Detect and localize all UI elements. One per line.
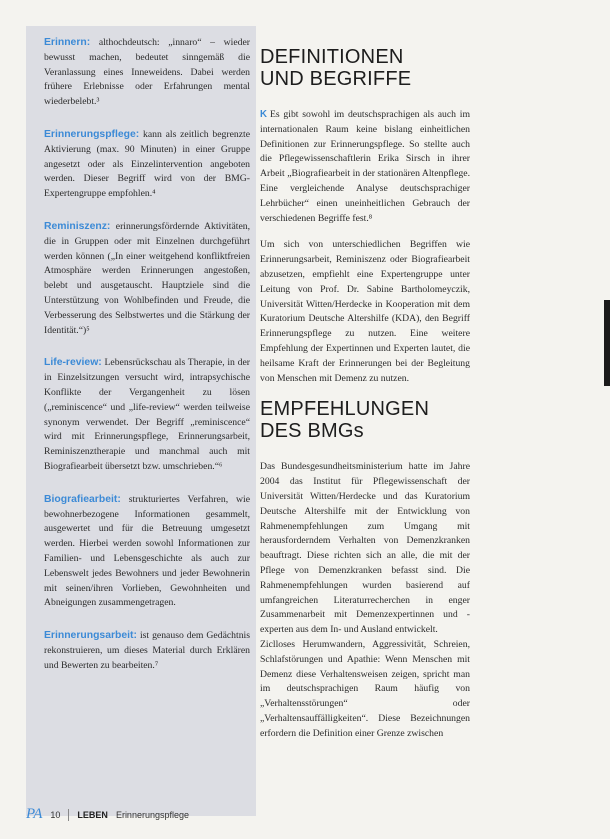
magazine-logo: PA <box>26 806 43 822</box>
section-heading-recommendations <box>260 398 470 442</box>
paragraph <box>260 108 470 226</box>
section-heading-definitions <box>260 46 470 90</box>
heading-line: UND BEGRIFFE <box>260 68 412 90</box>
glossary-text: strukturiertes Verfahren, wie bewohnerbezogene Informationen gesammelt, ausgewertet und für die Betreuung umgesetzt werden. Hierbei werden sowohl Informationen zur Familien- und Lebensgeschichte als auch zur Lebenswelt jedes Bewohners und jeder Bewohnerin mit seinen/ihren Vorlieben, Gewohnheiten und Abneigungen zusammengetragen. <box>44 493 250 609</box>
paragraph: Um sich von unterschiedlichen Begriffen wie Erinnerungsarbeit, Reminiszenz oder Biografiearbeit abzusetzen, empfiehlt eine Expertengruppe unter Leitung von Prof. Dr. Sabine Bartholomeyczik, Universität Witten/Herdecke in Kooperation mit dem Kuratorium Deutsche Altershilfe (KDA), den Begriff Erinnerungspflege zu nutzen. Eine weitere Empfehlung der Expertinnen und Experten lautet, die heilsame Kraft der Erinnerungen bei der Begleitung von Menschen mit Demenz zu nutzen. <box>260 239 470 384</box>
glossary-entry <box>44 493 250 611</box>
glossary-entry <box>44 220 250 338</box>
paragraph: Ziclloses Herumwandern, Aggressivität, Schreien, Schlafstörungen und Apathie: Wenn Menschen mit Demenz diese Verhaltensweisen zeigen, spricht man im deutschsprachigen Raum häufig von „Verhaltensstörungen“ oder „Verhaltensauffälligkeiten“. Diese Bezeichnungen erfordern die Definition einer Grenze zwischen <box>260 638 470 739</box>
footer-topic: Erinnerungspflege <box>115 809 189 820</box>
glossary-entry <box>44 356 250 474</box>
paragraph-text: Es gibt sowohl im deutschsprachigen als auch im internationalen Raum keine bislang einheitlichen Definitionen zur Erinnerungspflege. So stellte auch die Pflegewissenschaftlerin Erika Sirsch in ihrer Arbeit „Biografiearbeit in der stationären Altenpflege. Eine vergleichende Analyse deutschsprachiger Lehrbücher“ einen uneinheitlichen Gebrauch der verschiedenen Begriffe fest.⁸ <box>260 109 470 224</box>
main-column <box>260 36 470 753</box>
paragraph: Das Bundesgesundheitsministerium hatte im Jahre 2004 das Institut für Pflegewissenschaft der Universität Witten/Herdecke und das Kuratorium Deutsche Altershilfe mit der Entwicklung von Rahmenempfehlungen zum Umgang mit herausforderndem Verhalten von Demenzkranken beauftragt. Diese richten sich an alle, die mit der Pflege von Demenzkranken befasst sind. Die Rahmenempfehlungen wurden basierend auf umfangreichen Literaturrecherchen in enger Zusammenarbeit mit Demenzexpertinnen und -experten aus dem In- und Ausland entwickelt. <box>260 461 470 636</box>
glossary-entry <box>44 128 250 202</box>
glossary-text: erinnerungsfördernde Aktivitäten, die in Gruppen oder mit Einzelnen durchgeführt werden können („In einer weitgehend konfliktfreien Atmosphäre werden Erinnerungen angestoßen, belebt und ausgetauscht. Hauptziele sind die Unterstützung von Wohlbefinden und Freude, die Verbesserung des Selbstwertes und die Stärkung der Identität.“)⁵ <box>44 220 251 336</box>
glossary-text: althochdeutsch: „innaro“ – wieder bewusst machen, bedeutet sinngemäß die Veranlassung eines Inneweidens. Dabei werden frühere Erlebnisse oder Erfahrungen mental wiederbelebt.³ <box>44 37 250 108</box>
heading-line: DES BMGs <box>260 420 364 443</box>
page-number: 10 <box>50 809 61 820</box>
page-edge-tab <box>604 300 610 386</box>
glossary-term: Erinnerungspflege: <box>44 128 140 140</box>
recommendations-body <box>260 460 470 741</box>
glossary-text: Lebensrückschau als Therapie, in der in Einzelsitzungen versucht wird, intrapsychische Konflikte der Vergangenheit zu lösen („reminiscence“ und „life-review“ werden teilweise synonym verwendet. Der Begriff „reminiscence“ wird mit Erinnerungspflege, Erinnerungsarbeit, Reminiszenztherapie und manchmal auch mit Biografiearbeit übersetzt bzw. umschrieben.“⁶ <box>44 357 250 472</box>
glossary-entry <box>44 36 250 110</box>
glossary-entry <box>44 629 250 673</box>
glossary-term: Erinnerungsarbeit: <box>44 630 137 642</box>
glossary-term: Life-review: <box>44 357 102 369</box>
definitions-body <box>260 108 470 386</box>
heading-line: EMPFEHLUNGEN <box>260 398 430 421</box>
glossary-text: ist genauso dem Gedächtnis rekonstruieren, um dieses Material durch Erklären und Bewerten zu bearbeiten.⁷ <box>44 630 251 671</box>
glossary-column <box>44 36 250 691</box>
glossary-term: Erinnern: <box>44 37 91 48</box>
glossary-term: Reminiszenz: <box>44 220 111 232</box>
footer-section: LEBEN <box>77 809 108 820</box>
footer-divider <box>68 809 69 821</box>
glossary-text: kann als zeitlich begrenzte Aktivierung (max. 90 Minuten) in einer Gruppe angesetzt oder als Einzelintervention angeboten werden. Dieser Begriff wird von der BMG-Expertengruppe empfohlen.⁴ <box>44 128 251 200</box>
section-marker-icon: K <box>260 109 267 120</box>
glossary-term: Biografiearbeit: <box>44 493 121 505</box>
page-footer <box>26 806 189 823</box>
heading-line: DEFINITIONEN <box>260 46 404 68</box>
